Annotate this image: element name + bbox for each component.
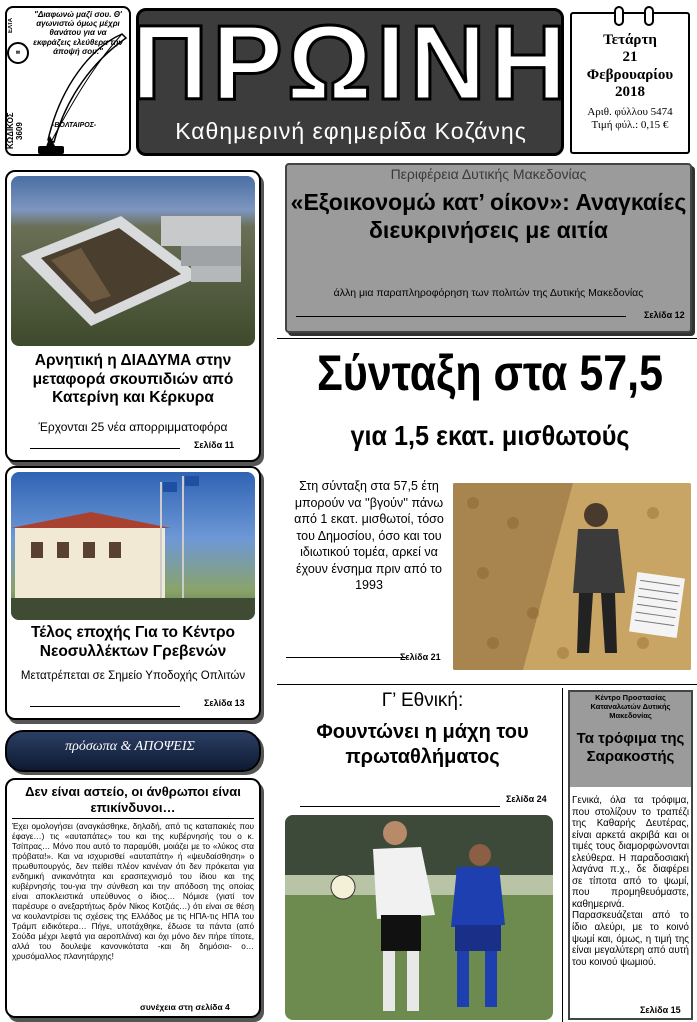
region-subheadline: άλλη μια παραπληροφόρηση των πολιτών της Δυτικής Μακεδονίας: [333, 287, 644, 299]
pension-headline: Σύνταξη στα 57,5: [316, 345, 664, 401]
region-headline: «Εξοικονομώ κατ’ οίκον»: Αναγκαίες διευκρινήσεις με αιτία: [290, 189, 687, 244]
page-reference: Σελίδα 12: [644, 310, 685, 320]
elta-seal-icon: ✉: [7, 42, 29, 64]
consumer-headline: Τα τρόφιμα της Σαρακοστής: [576, 730, 685, 765]
editorial-body: Έχει ομολογήσει (αναγκάσθηκε, δηλαδή, από τις καταπακιές που έφαγε…) τις «αυταπάτες» του και της κυβέρνησής του ο κ. Τσίπρας… Μόνο που αυτό το παραμύθι, μοιάζει με το «λύκος στα πρόβατα!». Και να ισχυρισθεί «αυταπάτη» ή «ψευδαίσθηση» ο πρωθυπουργός, δεν πείθει πλέον κανέναν ότι δεν πρόκειται για ενδημική ανικανότητα και ερασιτεχνισμό του ίδιου και της κυβέρνησής του-για την σύνθεση και την απόδοση της οποίας είναι αποκλειστικά υπεύθυνος ο ίδιος… Νόμισε (γιατί τον παρέσυρε ο ανεξαρτήτως δρόν Νίκος Κοτζιάς…) ότι είναι σε θέση να κουλαντρίσει τις σχέσεις της Ελλάδος με τις ΗΠΑ-τις ΗΠΑ του Τράμπ ειδικότερα… Πήγε, υποτάχθηκε, έδωσε τα πάντα (από Σούδα μέχρι λεφτά για αεροπλάνα) και όχι μόνο δεν πήρε τίποτε, αλλά του δουλεψε κανονικότατα -και δη δημόσια- ο… χρυσόμαλλος πλανητάρχης!: [12, 822, 254, 961]
newspaper-logo: ΠΡΩΙΝΗ: [131, 4, 571, 122]
issue-year: 2018: [615, 83, 645, 100]
story-headline: Αρνητική η ΔΙΑΔΥΜΑ στην μεταφορά σκουπιδιών από Κατερίνη και Κέρκυρα: [32, 352, 234, 407]
consumer-kicker: Κέντρο Προστασίας Καταναλωτών Δυτικής Μακεδονίας: [590, 693, 671, 720]
continued-link[interactable]: συνέχεια στη σελίδα 4: [140, 1002, 230, 1012]
story-subheadline: Μετατρέπεται σε Σημείο Υποδοχής Οπλιτών: [20, 670, 246, 682]
region-kicker: Περιφέρεια Δυτικής Μακεδονίας: [390, 166, 587, 182]
landfill-aerial-photo: [11, 176, 255, 346]
newspaper-tagline: Καθημερινή εφημερίδα Κοζάνης: [175, 118, 527, 144]
section-divider: [277, 338, 697, 339]
elta-label: ΕΛΤΑ: [8, 17, 14, 33]
issue-number: Αριθ. φύλλου 5474: [587, 106, 673, 118]
divider: [30, 448, 180, 449]
issue-day: 21: [622, 49, 638, 66]
quote-author: -ΒΟΛΤΑΙΡΟΣ-: [52, 122, 97, 129]
issue-date: [570, 32, 690, 101]
page-reference: Σελίδα 21: [400, 652, 441, 662]
issue-price: Τιμή φύλ.: 0,15 €: [591, 118, 669, 131]
divider: [30, 706, 180, 707]
opinion-section-title: πρόσωπα & ΑΠΟΨΕΙΣ: [65, 739, 195, 754]
code-label: ΚΩΔΙΚΟΣ 3609: [6, 112, 24, 150]
voltaire-quote: "Διαφωνώ μαζί σου. Θ' αγωνιστώ όμως μέχρι θανάτου για να εκφράζεις ελεύθερα την άποψή σου.": [33, 10, 123, 56]
page-reference: Σελίδα 24: [506, 794, 547, 804]
divider: [12, 818, 254, 819]
football-match-photo: [285, 815, 553, 1020]
military-camp-photo: [11, 472, 255, 620]
calendar-ring-icon: [614, 6, 624, 26]
page-reference: Σελίδα 13: [204, 698, 245, 708]
pensioner-photo: [453, 483, 691, 670]
issue-month: Φεβρουαρίου: [586, 66, 674, 83]
pension-subheadline: για 1,5 εκατ. μισθωτούς: [350, 420, 630, 451]
divider: [296, 316, 626, 317]
calendar-ring-icon: [644, 6, 654, 26]
issue-weekday: Τετάρτη: [603, 32, 657, 48]
divider: [286, 657, 406, 658]
issue-info: [574, 106, 686, 131]
sports-headline: Φουντώνει η μάχη του πρωταθλήματος: [316, 721, 529, 768]
editorial-headline: Δεν είναι αστείο, οι άνθρωποι είναι επικίνδυνοι…: [25, 784, 241, 815]
story-subheadline: Έρχονται 25 νέα απορριμματοφόρα: [38, 420, 228, 434]
consumer-body: Γενικά, όλα τα τρόφιμα, που στολίζουν το τραπέζι της Καθαρής Δευτέρας, είναι αρκετά ακριβά και οι τιμές τους διαμορφώνονται ελεύθερα. Η παραδοσιακή λαγάνα π.χ., δε διαφέρει σε τίποτα από το ψωμί, που προμηθευόμαστε, καθημερινά. Παρασκευάζεται από το ίδιο αλεύρι, με το κοινό ψωμί και, όμως, η τιμή της είναι μεγαλύτερη από αυτή του κοινού ψωμιού.: [572, 795, 689, 968]
sports-kicker: Γ’ Εθνική:: [381, 690, 464, 711]
section-divider: [277, 684, 697, 685]
column-divider: [562, 688, 563, 1022]
pension-body: Στη σύνταξη στα 57,5 έτη μπορούν να ''βγούν'' πάνω από 1 εκατ. μισθωτοί, τόσο του Δημοσίου, όσο και του ιδιωτικού τομέα, αρκεί να έχουν ένσημα πριν από το 1993: [294, 479, 444, 592]
divider: [300, 806, 500, 807]
story-headline: Τέλος εποχής Για το Κέντρο Νεοσυλλέκτων Γρεβενών: [30, 624, 236, 660]
page-reference: Σελίδα 11: [194, 440, 235, 450]
page-reference: Σελίδα 15: [640, 1005, 681, 1015]
